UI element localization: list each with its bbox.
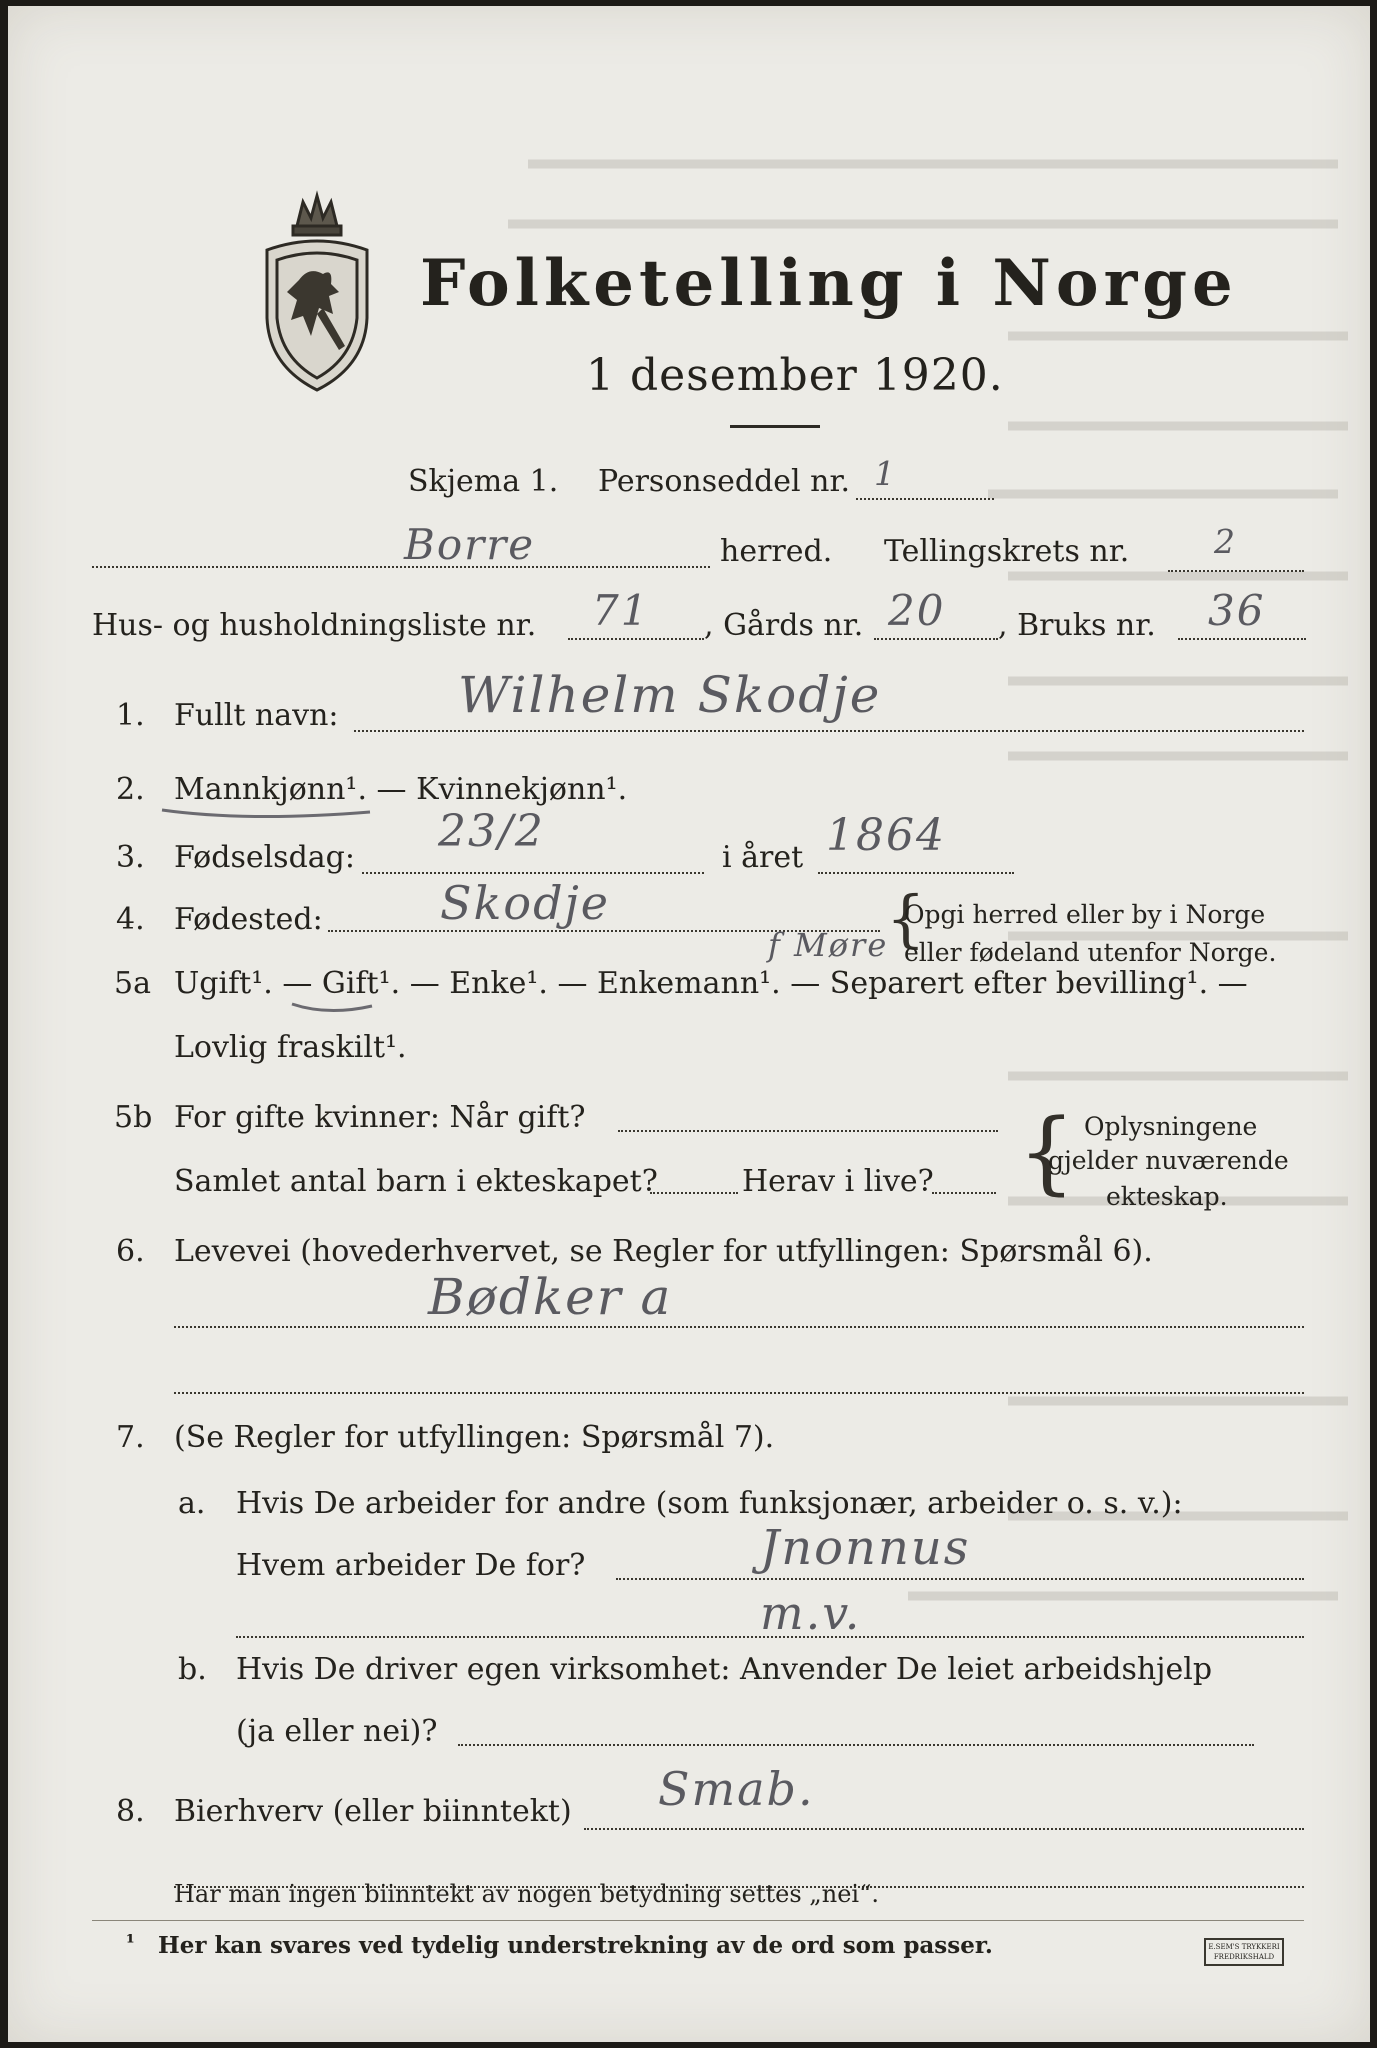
norwegian-coat-of-arms-emblem [253,188,381,398]
q2-label: Mannkjønn¹. — Kvinnekjønn¹. [174,772,628,807]
q6-field-line1[interactable] [174,1326,1304,1328]
footnote-mark: ¹ [126,1930,135,1954]
footer-rule [92,1920,1304,1921]
bruks-field[interactable] [1178,638,1306,640]
q6-label: Levevei (hovederhvervet, se Regler for utfyllingen: Spørsmål 6). [174,1234,1153,1269]
q5b-note-line1: Oplysningene [1084,1112,1258,1141]
form-title: Folketelling i Norge [420,246,1238,321]
q7b-field[interactable] [458,1744,1254,1746]
q3-year-label: i året [722,840,804,875]
herred-value: Borre [404,520,536,569]
husholdningsliste-field[interactable] [568,638,704,640]
q5b-live-label: Herav i live? [742,1164,934,1199]
title-rule [730,425,820,428]
q3-label: Fødselsdag: [174,840,355,875]
tellingskrets-field[interactable] [1168,570,1304,572]
q5b-naar-gift-field[interactable] [618,1130,998,1132]
q5a-line2: Lovlig fraskilt¹. [174,1030,407,1065]
q6-value: Bødker a [428,1268,673,1326]
personseddel-value: 1 [874,454,897,493]
printer-stamp [1204,1938,1284,1966]
q4-note-line1: Opgi herred eller by i Norge [904,900,1266,929]
gards-value: 20 [888,586,946,635]
q5b-barn-label: Samlet antal barn i ekteskapet? [174,1164,658,1199]
q5b-number: 5b [114,1100,153,1135]
q7-label: (Se Regler for utfyllingen: Spørsmål 7). [174,1420,775,1455]
gift-underline-mark [288,996,378,1016]
husholdningsliste-value: 71 [592,586,650,635]
q5b-line1: For gifte kvinner: Når gift? [174,1100,586,1135]
q5a-line1: Ugift¹. — Gift¹. — Enke¹. — Enkemann¹. — Separert efter bevilling¹. — [174,966,1248,1001]
footnote-text: Her kan svares ved tydelig understrekning av de ord som passer. [158,1932,993,1959]
q5b-note-brace: { [1018,1100,1076,1205]
q8-label: Bierhverv (eller biinntekt) [174,1794,572,1829]
q4-number: 4. [116,902,145,937]
mannkjonn-underline-mark [158,800,378,822]
tellingskrets-label: Tellingskrets nr. [884,534,1130,569]
skjema-label: Skjema 1. [408,464,559,499]
q3-day-value: 23/2 [438,806,545,857]
q5a-number: 5a [114,966,151,1001]
q1-number: 1. [116,698,145,733]
q5b-barn-field[interactable] [650,1192,738,1194]
q7b-line2: (ja eller nei)? [236,1714,438,1749]
census-form-page [8,6,1370,2042]
q4-value: Skodje [440,876,611,930]
gards-field[interactable] [874,638,998,640]
personseddel-label: Personseddel nr. [598,464,851,499]
q2-number: 2. [116,772,145,807]
printer-stamp-text: E.SEM'S TRYKKERI FREDRIKSHALD [1208,1943,1280,1961]
q5b-note-line2: gjelder nuværende [1048,1146,1289,1175]
q7a-line2: Hvem arbeider De for? [236,1548,586,1583]
q7a-value-line1: Jnonnus [760,1520,971,1576]
q8-field-line1[interactable] [584,1828,1304,1830]
q8-value: Smab. [658,1762,815,1816]
q4-value-region: f Møre [768,926,889,964]
gards-label: , Gårds nr. [704,608,864,643]
bruks-label: , Bruks nr. [998,608,1156,643]
personseddel-field[interactable] [856,498,994,500]
q4-note-line2: eller fødeland utenfor Norge. [904,938,1277,967]
census-date: 1 desember 1920. [586,350,1004,401]
bruks-value: 36 [1208,586,1266,635]
q8-number: 8. [116,1794,145,1829]
q7b-line1: Hvis De driver egen virksomhet: Anvender De leiet arbeidshjelp [236,1652,1213,1687]
q3-number: 3. [116,840,145,875]
q5b-live-field[interactable] [932,1192,996,1194]
q4-label: Fødested: [174,902,323,937]
herred-field[interactable] [92,566,710,568]
husholdningsliste-label: Hus- og husholdningsliste nr. [92,608,537,643]
q5b-note-line3: ekteskap. [1106,1182,1228,1211]
q7a-field-line1[interactable] [616,1578,1304,1580]
q7b-letter: b. [178,1652,207,1687]
biinntekt-note: Har man ingen biinntekt av nogen betydning settes „nei“. [174,1880,879,1908]
q1-label: Fullt navn: [174,698,339,733]
q3-year-value: 1864 [826,810,946,861]
q7-number: 7. [116,1420,145,1455]
q3-day-field[interactable] [362,872,704,874]
q3-year-field[interactable] [818,872,1014,874]
q1-field[interactable] [354,730,1304,732]
q7a-value-line2: m.v. [760,1586,862,1640]
q7a-line1: Hvis De arbeider for andre (som funksjonær, arbeider o. s. v.): [236,1486,1183,1521]
q7a-letter: a. [178,1486,206,1521]
q6-field-line2[interactable] [174,1392,1304,1394]
q1-value: Wilhelm Skodje [458,666,882,724]
q6-number: 6. [116,1234,145,1269]
q4-note-brace: { [886,882,926,955]
herred-label: herred. [720,534,833,569]
tellingskrets-value: 2 [1214,522,1237,561]
